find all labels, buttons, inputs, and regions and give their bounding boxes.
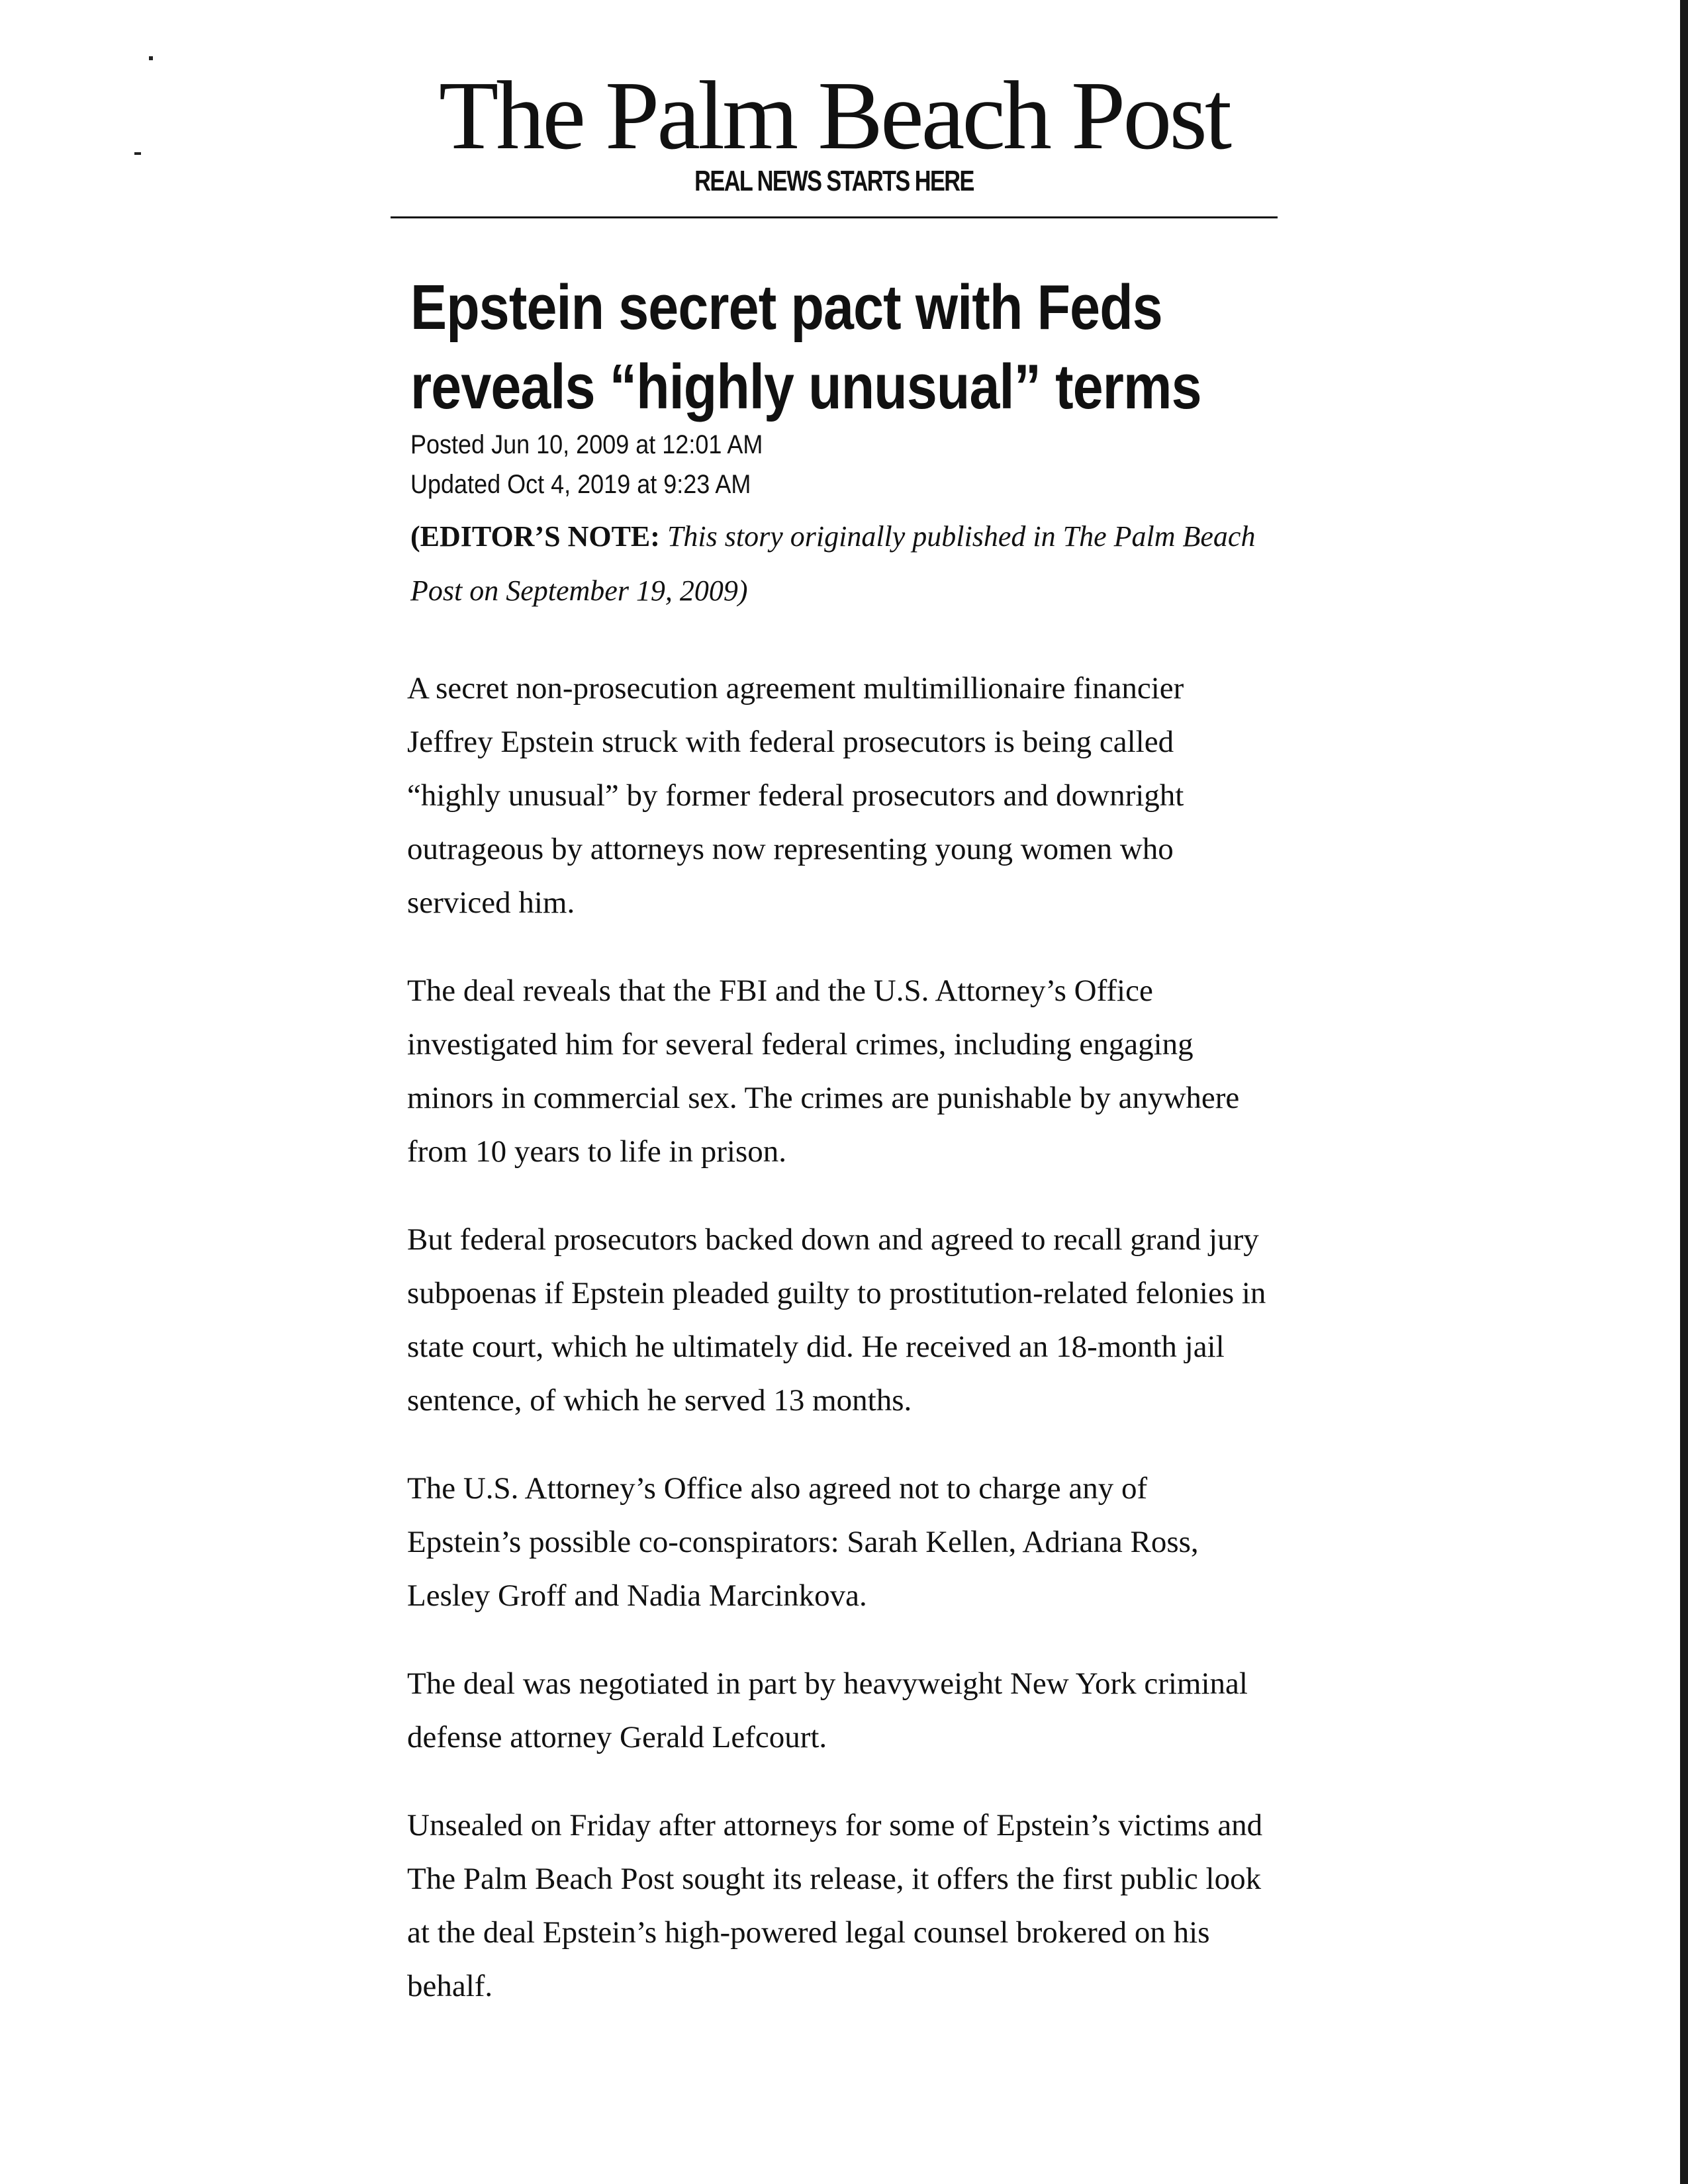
article-paragraph: The deal was negotiated in part by heavyweight New York criminal defense attorney Gerald Lefcourt. [407, 1666, 1248, 1754]
editors-note-label: EDITOR’S NOTE: [420, 520, 660, 553]
posted-date: Posted Jun 10, 2009 at 12:01 AM [410, 430, 763, 459]
updated-date: Updated Oct 4, 2019 at 9:23 AM [410, 470, 751, 499]
editors-note-text: This story originally published in The Palm Beach Post on September 19, 2009) [410, 520, 1256, 607]
article-body [407, 662, 1268, 2048]
editors-note-open: ( [410, 520, 420, 553]
article-paragraph: Unsealed on Friday after attorneys for some of Epstein’s victims and The Palm Beach Post sought its release, it offers the first public look at the deal Epstein’s high-powered legal counsel brokered on his behalf. [407, 1808, 1263, 2003]
article-paragraph: The U.S. Attorney’s Office also agreed not to charge any of Epstein’s possible co-conspirators: Sarah Kellen, Adriana Ross, Lesley Groff and Nadia Marcinkova. [407, 1471, 1199, 1613]
masthead-title: The Palm Beach Post [438, 62, 1230, 170]
article-paragraph: A secret non-prosecution agreement multimillionaire financier Jeffrey Epstein struck with federal prosecutors is being called “highly unusual” by former federal prosecutors and downright outrageous by attorneys now representing young women who serviced him. [407, 671, 1184, 920]
editors-note [410, 510, 1297, 618]
headline-line-1: Epstein secret pact with Feds [410, 272, 1162, 343]
article-paragraph: But federal prosecutors backed down and agreed to recall grand jury subpoenas if Epstein pleaded guilty to prostitution-related felonies in state court, which he ultimately did. He received an 18-month jail sentence, of which he served 13 months. [407, 1222, 1266, 1418]
masthead-tagline: REAL NEWS STARTS HERE [694, 165, 974, 197]
scan-edge [1680, 0, 1688, 2184]
masthead-divider [391, 216, 1278, 218]
scan-speck [134, 152, 141, 155]
headline-line-2: reveals “highly unusual” terms [410, 351, 1201, 422]
masthead [391, 63, 1278, 198]
scan-speck [149, 56, 153, 60]
article-headline [410, 268, 1201, 427]
article-paragraph: The deal reveals that the FBI and the U.S. Attorney’s Office investigated him for several federal crimes, including engaging minors in commercial sex. The crimes are punishable by anywhere from 10 years to life in prison. [407, 974, 1240, 1169]
